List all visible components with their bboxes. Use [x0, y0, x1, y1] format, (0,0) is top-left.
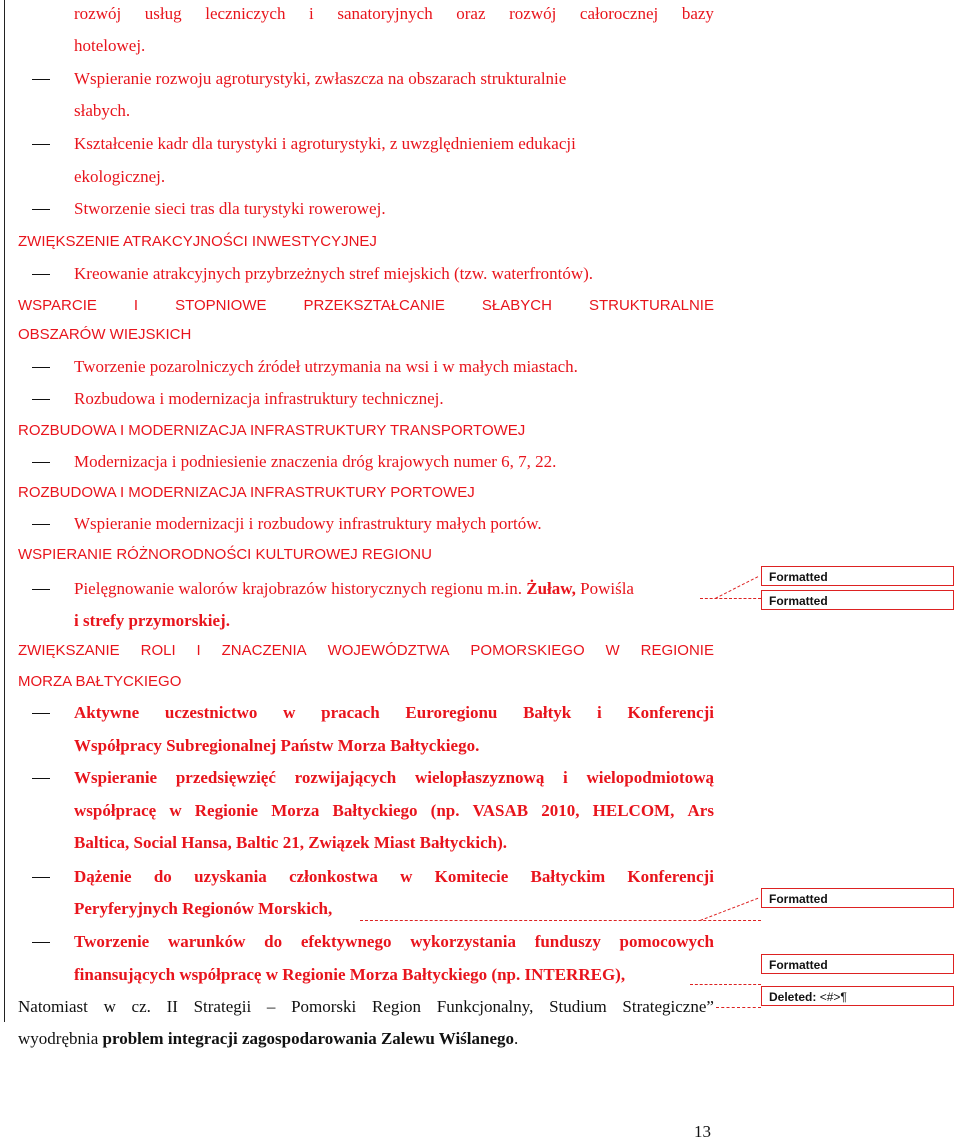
comment-label: Formatted: [769, 958, 828, 972]
list-item: [18, 449, 714, 475]
comment-balloon-formatted[interactable]: [761, 954, 954, 974]
word: POMORSKIEGO: [470, 642, 585, 659]
text-line-content: Peryferyjnych Regionów Morskich,: [74, 899, 333, 918]
section-heading-text: ZWIĘKSZENIE ATRAKCYJNOŚCI INWESTYCYJNEJ: [18, 233, 377, 250]
section-heading-text: ROZBUDOWA I MODERNIZACJA INFRASTRUKTURY PORTOWEJ: [18, 484, 475, 501]
section-heading: [18, 638, 714, 664]
section-heading: [18, 480, 714, 506]
word: Konferencji: [627, 867, 714, 886]
list-item: [18, 131, 714, 157]
list-item: [18, 261, 714, 287]
paragraph-line: [18, 1026, 714, 1052]
text-line-content: [74, 1, 714, 27]
word: wielopłaszyznową: [414, 768, 545, 787]
word: rozwijających: [294, 768, 397, 787]
word: członkostwa: [289, 867, 378, 886]
word: efektywnego: [300, 932, 392, 951]
list-item-text: Kreowanie atrakcyjnych przybrzeżnych stref miejskich (tzw. waterfrontów).: [74, 264, 594, 283]
word: (np.: [430, 801, 460, 820]
text-run-bold: problem integracji zagospodarowania Zalewu Wiślanego: [102, 1029, 515, 1048]
word: sanatoryjnych: [337, 4, 433, 23]
word: w: [169, 801, 182, 820]
word: Bałtyk: [523, 703, 572, 722]
dash-bullet-icon: [32, 79, 50, 80]
word: W: [605, 642, 620, 659]
section-heading-text: MORZA BAŁTYCKIEGO: [18, 673, 182, 690]
text-line: [18, 733, 714, 759]
comment-leader-line: [715, 576, 758, 599]
section-heading: [18, 418, 714, 444]
paragraph-text: [18, 994, 714, 1020]
word: HELCOM,: [592, 801, 675, 820]
word: 2010,: [541, 801, 580, 820]
list-item-text: [74, 576, 634, 602]
list-item: [18, 354, 714, 380]
word: –: [266, 997, 276, 1016]
section-heading: [18, 669, 714, 695]
word: całorocznej: [579, 4, 659, 23]
text-line-content: Współpracy Subregionalnej Państw Morza Bałtyckiego.: [74, 736, 480, 755]
word: bazy: [681, 4, 714, 23]
section-heading-text: [18, 638, 714, 664]
dash-bullet-icon: [32, 144, 50, 145]
word: wielopodmiotową: [586, 768, 714, 787]
text-run: .: [514, 1029, 519, 1048]
word: w: [103, 997, 116, 1016]
list-item-text: [74, 864, 714, 890]
word: Ars: [687, 801, 714, 820]
text-line: [18, 98, 714, 124]
word: współpracę: [74, 801, 157, 820]
word: Bałtyckiego: [332, 801, 418, 820]
word: Natomiast: [18, 997, 88, 1016]
comment-label: Formatted: [769, 570, 828, 584]
comment-leader-line: [700, 598, 761, 599]
dash-bullet-icon: [32, 462, 50, 463]
word: warunków: [167, 932, 246, 951]
word: Komitecie: [434, 867, 509, 886]
text-line-content: finansujących współpracę w Regionie Morza Bałtyckiego (np. INTERREG),: [74, 965, 626, 984]
text-line-content: hotelowej.: [74, 36, 146, 55]
word: do: [264, 932, 283, 951]
word: w: [283, 703, 296, 722]
list-item-text: Modernizacja i podniesienie znaczenia dróg krajowych numer 6, 7, 22.: [74, 452, 557, 471]
list-item: [18, 196, 714, 222]
text-line-content: i strefy przymorskiej.: [74, 611, 230, 630]
text-run-bold: Żuław,: [526, 579, 581, 598]
text-line-content: [74, 798, 714, 824]
comment-balloon-formatted[interactable]: [761, 888, 954, 908]
change-bar: [4, 0, 5, 1022]
dash-bullet-icon: [32, 209, 50, 210]
section-heading: [18, 322, 714, 348]
word: I: [196, 642, 201, 659]
dash-bullet-icon: [32, 367, 50, 368]
text-line: [18, 1, 714, 27]
word: Aktywne: [74, 703, 140, 722]
word: do: [153, 867, 172, 886]
dash-bullet-icon: [32, 877, 50, 878]
word: II: [166, 997, 178, 1016]
text-line: [18, 608, 714, 634]
word: Pomorski: [291, 997, 357, 1016]
word: VASAB: [472, 801, 529, 820]
word: ROLI: [140, 642, 176, 659]
word: WOJEWÓDZTWA: [327, 642, 450, 659]
comment-leader-line: [690, 984, 761, 985]
word: I: [133, 297, 139, 314]
word: rozwój: [74, 4, 122, 23]
list-item: [18, 576, 714, 602]
word: przedsięwzięć: [175, 768, 276, 787]
text-line-content: słabych.: [74, 101, 131, 120]
word: Funkcjonalny,: [436, 997, 534, 1016]
word: Tworzenie: [74, 932, 150, 951]
word: uzyskania: [194, 867, 267, 886]
section-heading: [18, 293, 714, 319]
word: Strategiczne”: [622, 997, 714, 1016]
word: STRUKTURALNIE: [588, 297, 714, 314]
word: i: [563, 768, 568, 787]
text-line: [18, 896, 714, 922]
list-item-text: Wspieranie modernizacji i rozbudowy infrastruktury małych portów.: [74, 514, 542, 533]
list-item: [18, 864, 714, 890]
word: funduszy: [534, 932, 601, 951]
list-item-text: [74, 765, 714, 791]
word: Strategii: [193, 997, 252, 1016]
list-item-text: Rozbudowa i modernizacja infrastruktury technicznej.: [74, 389, 444, 408]
section-heading: [18, 229, 714, 255]
word: oraz: [456, 4, 486, 23]
section-heading-text: WSPIERANIE RÓŻNORODNOŚCI KULTUROWEJ REGIONU: [18, 546, 432, 563]
section-heading-text: [18, 293, 714, 319]
dash-bullet-icon: [32, 274, 50, 275]
paragraph-text: [18, 1026, 518, 1052]
word: SŁABYCH: [481, 297, 552, 314]
comment-balloon-formatted[interactable]: [761, 590, 954, 610]
paragraph-line: [18, 994, 714, 1020]
text-line: [18, 164, 714, 190]
word: Konferencji: [627, 703, 714, 722]
dash-bullet-icon: [32, 589, 50, 590]
dash-bullet-icon: [32, 942, 50, 943]
section-heading: [18, 542, 714, 568]
word: Regionie: [194, 801, 259, 820]
word: Wspieranie: [74, 768, 158, 787]
comment-label: Formatted: [769, 594, 828, 608]
word: leczniczych: [205, 4, 286, 23]
text-line: [18, 962, 714, 988]
list-item-text: Stworzenie sieci tras dla turystyki rowerowej.: [74, 199, 386, 218]
dash-bullet-icon: [32, 713, 50, 714]
comment-balloon-deleted[interactable]: [761, 986, 954, 1006]
word: pracach: [321, 703, 380, 722]
list-item: [18, 386, 714, 412]
text-run: wyodrębnia: [18, 1029, 103, 1048]
text-run: Powiśla: [580, 579, 634, 598]
text-line: [18, 33, 714, 59]
list-item-text: Kształcenie kadr dla turystyki i agroturystyki, z uwzględnieniem edukacji: [74, 134, 576, 153]
comment-label: Deleted:: [769, 990, 817, 1004]
dash-bullet-icon: [32, 524, 50, 525]
list-item: [18, 511, 714, 537]
comment-leader-line: [716, 1007, 761, 1008]
word: Dążenie: [74, 867, 132, 886]
text-line: [18, 798, 714, 824]
word: ZNACZENIA: [221, 642, 307, 659]
word: w: [400, 867, 413, 886]
word: REGIONIE: [640, 642, 714, 659]
word: wykorzystania: [410, 932, 516, 951]
word: PRZEKSZTAŁCANIE: [303, 297, 445, 314]
text-run: Pielęgnowanie walorów krajobrazów historycznych regionu m.in.: [74, 579, 527, 598]
text-line-content: Baltica, Social Hansa, Baltic 21, Związek Miast Bałtyckich).: [74, 833, 508, 852]
list-item: [18, 765, 714, 791]
word: usług: [144, 4, 182, 23]
word: pomocowych: [619, 932, 714, 951]
word: Euroregionu: [405, 703, 498, 722]
list-item: [18, 700, 714, 726]
comment-balloon-formatted[interactable]: [761, 566, 954, 586]
comment-label: Formatted: [769, 892, 828, 906]
dash-bullet-icon: [32, 778, 50, 779]
word: ZWIĘKSZANIE: [18, 642, 120, 659]
word: Morza: [271, 801, 320, 820]
section-heading-text: ROZBUDOWA I MODERNIZACJA INFRASTRUKTURY TRANSPORTOWEJ: [18, 422, 526, 439]
text-line-content: ekologicznej.: [74, 167, 166, 186]
word: i: [309, 4, 314, 23]
list-item: [18, 66, 714, 92]
dash-bullet-icon: [32, 399, 50, 400]
word: rozwój: [509, 4, 557, 23]
word: STOPNIOWE: [175, 297, 267, 314]
section-heading-text: OBSZARÓW WIEJSKICH: [18, 326, 192, 343]
word: uczestnictwo: [164, 703, 258, 722]
deleted-content: <#>¶: [819, 990, 847, 1004]
list-item-text: [74, 700, 714, 726]
word: Bałtyckim: [530, 867, 606, 886]
list-item: [18, 929, 714, 955]
word: WSPARCIE: [18, 297, 97, 314]
word: i: [596, 703, 602, 722]
list-item-text: Wspieranie rozwoju agroturystyki, zwłaszcza na obszarach strukturalnie: [74, 69, 567, 88]
word: Region: [371, 997, 422, 1016]
list-item-text: [74, 929, 714, 955]
list-item-text: Tworzenie pozarolniczych źródeł utrzymania na wsi i w małych miastach.: [74, 357, 578, 376]
word: cz.: [131, 997, 151, 1016]
word: Studium: [549, 997, 607, 1016]
page-number: 13: [694, 1122, 711, 1141]
text-line: [18, 830, 714, 856]
